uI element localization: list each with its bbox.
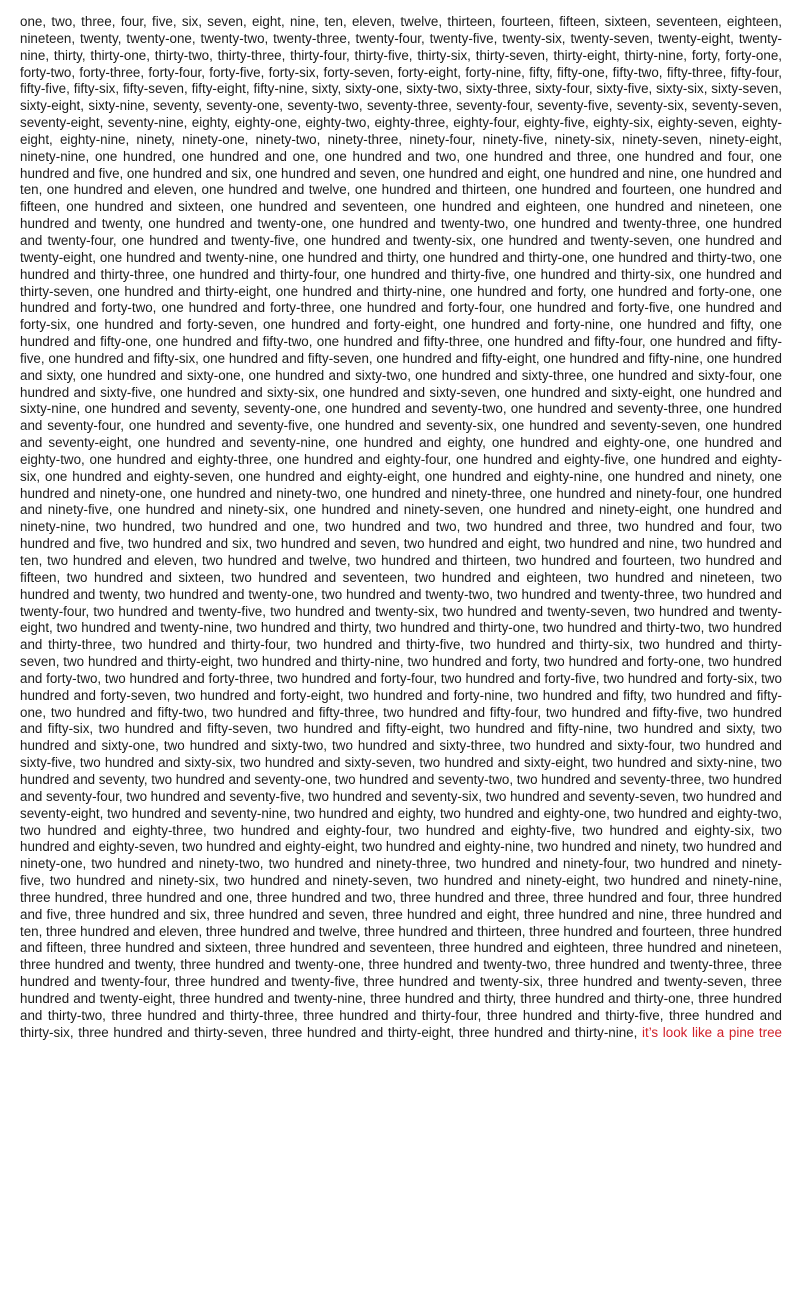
number-words-text: one, two, three, four, five, six, seven, eight, nine, ten, eleven, twelve, thirteen, fourteen, fifteen, sixteen, seventeen, eighteen, nineteen, twenty, twenty-one, twenty-two, twenty-three, twenty-four, twenty-five, twenty-six, twenty-seven, twenty-eight, twenty-nine, thirty, thirty-one, thirty-two, thirty-three, thirty-four, thirty-five, thirty-six, thirty-seven, thirty-eight, thirty-nine, forty, forty-one, forty-two, forty-three, forty-four, forty-five, forty-six, forty-seven, forty-eight, forty-nine, fifty, fifty-one, fifty-two, fifty-three, fifty-four, fifty-five, fifty-six, fifty-seven, fifty-eight, fifty-nine, sixty, sixty-one, sixty-two, sixty-three, sixty-four, sixty-five, sixty-six, sixty-seven, sixty-eight, sixty-nine, seventy, seventy-one, seventy-two, seventy-three, seventy-four, seventy-five, seventy-six, seventy-seven, seventy-eight, seventy-nine, eighty, eighty-one, eighty-two, eighty-three, eighty-four, eighty-five, eighty-six, eighty-seven, eighty-eight, eighty-nine, ninety, ninety-one, ninety-two, ninety-three, ninety-four, ninety-five, ninety-six, ninety-seven, ninety-eight, ninety-nine, one hundred, one hundred and one, one hundred and two, one hundred and three, one hundred and four, one hundred and five, one hundred and six, one hundred and seven, one hundred and eight, one hundred and nine, one hundred and ten, one hundred and eleven, one hundred and twelve, one hundred and thirteen, one hundred and fourteen, one hundred and fifteen, one hundred and sixteen, one hundred and seventeen, one hundred and eighteen, one hundred and nineteen, one hundred and twenty, one hundred and twenty-one, one hundred and twenty-two, one hundred and twenty-three, one hundred and twenty-four, one hundred and twenty-five, one hundred and twenty-six, one hundred and twenty-seven, one hundred and twenty-eight, one hundred and twenty-nine, one hundred and thirty, one hundred and thirty-one, one hundred and thirty-two, one hundred and thirty-three, one hundred and thirty-four, one hundred and thirty-five, one hundred and thirty-six, one hundred and thirty-seven, one hundred and thirty-eight, one hundred and thirty-nine, one hundred and forty, one hundred and forty-one, one hundred and forty-two, one hundred and forty-three, one hundred and forty-four, one hundred and forty-five, one hundred and forty-six, one hundred and forty-seven, one hundred and forty-eight, one hundred and forty-nine, one hundred and fifty, one hundred and fifty-one, one hundred and fifty-two, one hundred and fifty-three, one hundred and fifty-four, one hundred and fifty-five, one hundred and fifty-six, one hundred and fifty-seven, one hundred and fifty-eight, one hundred and fifty-nine, one hundred and sixty, one hundred and sixty-one, one hundred and sixty-two, one hundred and sixty-three, one hundred and sixty-four, one hundred and sixty-five, one hundred and sixty-six, one hundred and sixty-seven, one hundred and sixty-eight, one hundred and sixty-nine, one hundred and seventy, seventy-one, one hundred and seventy-two, one hundred and seventy-three, one hundred and seventy-four, one hundred and seventy-five, one hundred and seventy-six, one hundred and seventy-seven, one hundred and seventy-eight, one hundred and seventy-nine, one hundred and eighty, one hundred and eighty-one, one hundred and eighty-two, one hundred and eighty-three, one hundred and eighty-four, one hundred and eighty-five, one hundred and eighty-six, one hundred and eighty-seven, one hundred and eighty-eight, one hundred and eighty-nine, one hundred and ninety, one hundred and ninety-one, one hundred and ninety-two, one hundred and ninety-three, one hundred and ninety-four, one hundred and ninety-five, one hundred and ninety-six, one hundred and ninety-seven, one hundred and ninety-eight, one hundred and ninety-nine, two hundred, two hundred and one, two hundred and two, two hundred and three, two hundred and four, two hundred and five, two hundred and six, two hundred and seven, two hundred and eight, two hundred and nine, two hundred and ten, two hundred and eleven, two hundred and twelve, two hundred and thirteen, two hundred and fourteen, two hundred and fifteen, two hundred and sixteen, two hundred and seventeen, two hundred and eighteen, two hundred and nineteen, two hundred and twenty, two hundred and twenty-one, two hundred and twenty-two, two hundred and twenty-three, two hundred and twenty-four, two hundred and twenty-five, two hundred and twenty-six, two hundred and twenty-seven, two hundred and twenty-eight, two hundred and twenty-nine, two hundred and thirty, two hundred and thirty-one, two hundred and thirty-two, two hundred and thirty-three, two hundred and thirty-four, two hundred and thirty-five, two hundred and thirty-six, two hundred and thirty-seven, two hundred and thirty-eight, two hundred and thirty-nine, two hundred and forty, two hundred and forty-one, two hundred and forty-two, two hundred and forty-three, two hundred and forty-four, two hundred and forty-five, two hundred and forty-six, two hundred and forty-seven, two hundred and forty-eight, two hundred and forty-nine, two hundred and fifty, two hundred and fifty-one, two hundred and fifty-two, two hundred and fifty-three, two hundred and fifty-four, two hundred and fifty-five, two hundred and fifty-six, two hundred and fifty-seven, two hundred and fifty-eight, two hundred and fifty-nine, two hundred and sixty, two hundred and sixty-one, two hundred and sixty-two, two hundred and sixty-three, two hundred and sixty-four, two hundred and sixty-five, two hundred and sixty-six, two hundred and sixty-seven, two hundred and sixty-eight, two hundred and sixty-nine, two hundred and seventy, two hundred and seventy-one, two hundred and seventy-two, two hundred and seventy-three, two hundred and seventy-four, two hundred and seventy-five, two hundred and seventy-six, two hundred and seventy-seven, two hundred and seventy-eight, two hundred and seventy-nine, two hundred and eighty, two hundred and eighty-one, two hundred and eighty-two, two hundred and eighty-three, two hundred and eighty-four, two hundred and eighty-five, two hundred and eighty-six, two hundred and eighty-seven, two hundred and eighty-eight, two hundred and eighty-nine, two hundred and ninety, two hundred and ninety-one, two hundred and ninety-two, two hundred and ninety-three, two hundred and ninety-four, two hundred and ninety-five, two hundred and ninety-six, two hundred and ninety-seven, two hundred and ninety-eight, two hundred and ninety-nine, three hundred, three hundred and one, three hundred and two, three hundred and three, three hundred and four, three hundred and five, three hundred and six, three hundred and seven, three hundred and eight, three hundred and nine, three hundred and ten, three hundred and eleven, three hundred and twelve, three hundred and thirteen, three hundred and fourteen, three hundred and fifteen, three hundred and sixteen, three hundred and seventeen, three hundred and eighteen, three hundred and nineteen, three hundred and twenty, three hundred and twenty-one, three hundred and twenty-two, three hundred and twenty-three, three hundred and twenty-four, three hundred and twenty-five, three hundred and twenty-six, three hundred and twenty-seven, three hundred and twenty-eight, three hundred and twenty-nine, three hundred and thirty, three hundred and thirty-one, three hundred and thirty-two, three hundred and thirty-three, three hundred and thirty-four, three hundred and thirty-five, three hundred and thirty-six, three hundred and thirty-seven, three hundred and thirty-eight, three hundred and thirty-nine, — [20, 14, 782, 1040]
number-words-paragraph — [20, 14, 782, 1041]
closing-remark: it’s look like a pine tree — [642, 1024, 782, 1040]
